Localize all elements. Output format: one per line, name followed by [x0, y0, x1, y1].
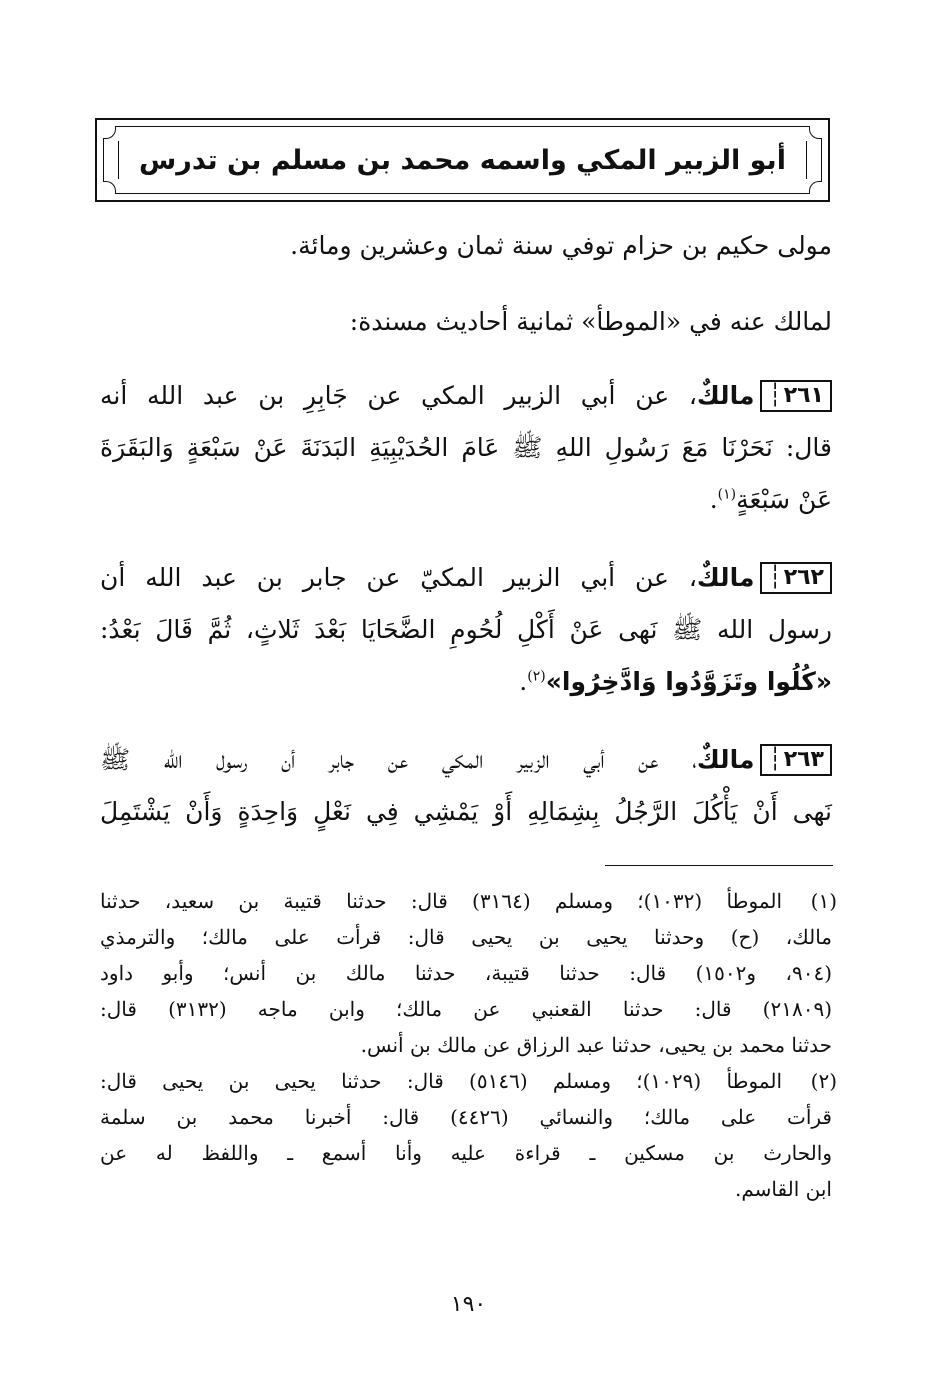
- footnote-1-line: حدثنا محمد بن يحيى، حدثنا عبد الرزاق عن مالك بن أنس.: [360, 1033, 832, 1057]
- frame-side-bar: [806, 141, 807, 179]
- hadith-261-line-2: قال: نَحَرْنَا مَعَ رَسُولِ اللهِ ﷺ عَامَ الحُدَيْبِيَةِ البَدَنَةَ عَنْ سَبْعَةٍ وَالبَقَرَةَ: [100, 433, 832, 462]
- intro-line-2: لمالك عنه في «الموطأ» ثمانية أحاديث مسندة:: [349, 307, 832, 336]
- footnote-number: (١): [810, 889, 837, 913]
- chapter-title-frame: [95, 118, 830, 202]
- footnote-2-line: قرأت على مالك؛ والنسائي (٤٤٢٦) قال: أخبرنا محمد بن سلمة: [100, 1105, 832, 1129]
- hadith-text: .: [519, 667, 528, 696]
- narrator-name: مالكٌ: [696, 745, 755, 774]
- hadith-number-badge: ٢٦٣ ┆: [760, 744, 832, 776]
- hadith-261-line-1: [100, 376, 832, 416]
- hadith-text: عَنْ سَبْعَةٍ: [736, 485, 832, 514]
- footnote-number: (٢): [810, 1069, 837, 1093]
- frame-corner-ornament: [103, 126, 116, 139]
- frame-corner-ornament: [809, 181, 822, 194]
- hadith-263-line-2: نَهى أَنْ يَأْكُلَ الرَّجُلُ بِشِمَالِهِ أَوْ يَمْشِي فِي نَعْلٍ وَاحِدَةٍ وَأَنْ يَشْتَمِلَ: [100, 797, 832, 826]
- footnote-ref: (٢): [527, 668, 546, 685]
- hadith-261-line-3: [710, 480, 832, 520]
- chapter-title: أبو الزبير المكي واسمه محمد بن مسلم بن تدرس: [139, 144, 786, 176]
- footnote-1-line: الموطأ (١٠٣٢)؛ ومسلم (٣١٦٤) قال: حدثنا قتيبة بن سعيد، حدثنا: [100, 889, 783, 913]
- intro-line-1: مولى حكيم بن حزام توفي سنة ثمان وعشرين ومائة.: [290, 231, 832, 260]
- footnote-ref: (١): [717, 486, 737, 503]
- hadith-text: ، عن أبي الزبير المكي عن جَابِرِ بن عبد الله أنه: [100, 381, 697, 410]
- hadith-number-badge: ٢٦٢ ┆: [760, 562, 832, 594]
- page-number: ١٩٠: [450, 1292, 487, 1317]
- footnote-2-line: والحارث بن مسكين ـ قراءة عليه وأنا أسمع ـ واللفظ له عن: [100, 1141, 832, 1165]
- footnote-1-line: (٢١٨٠٩) قال: حدثنا القعنبي عن مالك؛ وابن ماجه (٣١٣٢) قال:: [100, 997, 832, 1021]
- hadith-number-badge: ٢٦١ ┆: [760, 380, 832, 412]
- frame-corner-ornament: [809, 126, 822, 139]
- hadith-text: ، عن أبي الزبير المكيّ عن جابر بن عبد الله أن: [100, 563, 697, 592]
- frame-side-bar: [118, 141, 119, 179]
- frame-corner-ornament: [103, 181, 116, 194]
- hadith-262-line-2: رسول الله ﷺ نَهى عَنْ أَكْلِ لُحُومِ الضَّحَايَا بَعْدَ ثَلاثٍ، ثُمَّ قَالَ بَعْدُ:: [100, 615, 832, 644]
- footnote-2-line: الموطأ (١٠٢٩)؛ ومسلم (٥١٤٦) قال: حدثنا يحيى بن يحيى قال:: [100, 1069, 782, 1093]
- hadith-text: .: [709, 485, 718, 514]
- footnote-1-line: مالك، (ح) وحدثنا يحيى بن يحيى قال: قرأت على مالك؛ والترمذي: [100, 925, 833, 949]
- narrator-name: مالكٌ: [696, 381, 755, 410]
- footnote-1-line: (٩٠٤، و١٥٠٢) قال: حدثنا قتيبة، حدثنا مالك بن أنس؛ وأبو داود: [100, 961, 832, 985]
- footnote-2-line: ابن القاسم.: [735, 1177, 832, 1201]
- hadith-263-line-1: [100, 740, 832, 780]
- hadith-262-line-1: [100, 558, 832, 598]
- prophetic-quote: «كُلُوا وتَزَوَّدُوا وَادَّخِرُوا»: [545, 667, 832, 696]
- hadith-text: ، عن أبي الزبير المكي عن جابر أن رسول الله ﷺ: [100, 745, 697, 774]
- footnote-separator: [605, 865, 833, 866]
- hadith-262-line-3: [519, 662, 832, 702]
- narrator-name: مالكٌ: [696, 563, 755, 592]
